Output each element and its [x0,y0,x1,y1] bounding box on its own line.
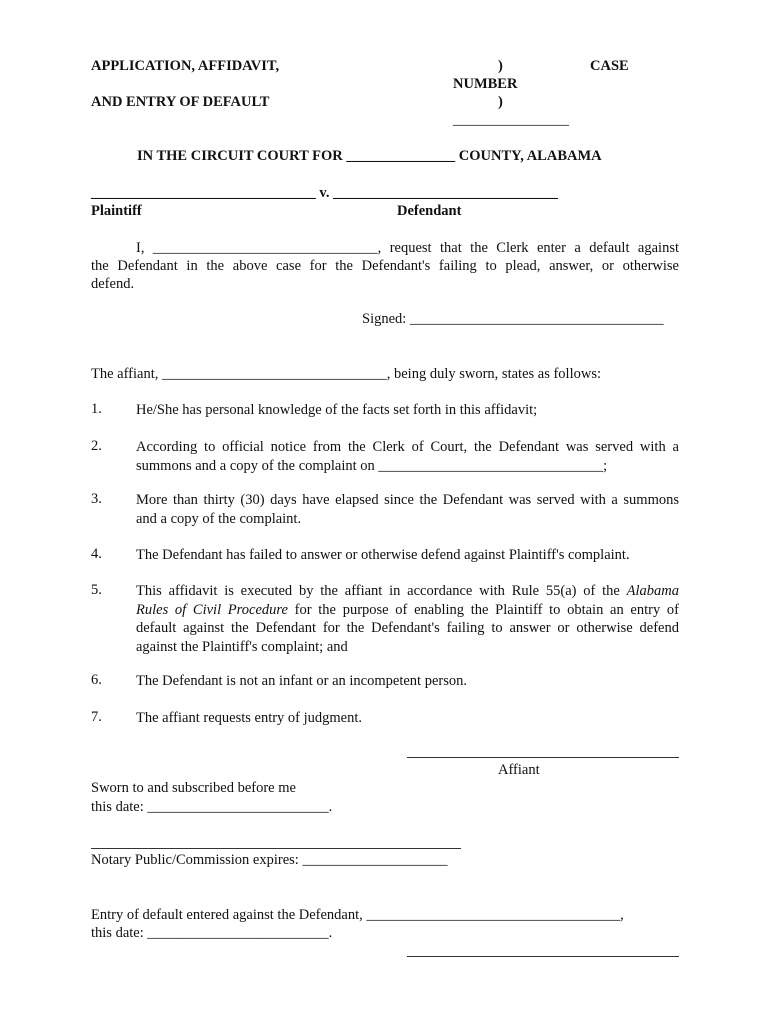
notary-commission-field[interactable]: Notary Public/Commission expires: ____________________ [91,852,448,868]
item-3-line-1: More than thirty (30) days have elapsed since the Defendant was served with a summons [136,492,679,508]
item-4-number: 4. [91,546,102,562]
item-7-text: The affiant requests entry of judgment. [136,710,363,726]
application-line-2: the Defendant in the above case for the Defendant's failing to plead, answer, or otherwise [91,258,679,274]
notary-signature-line[interactable] [91,848,461,849]
entry-line-1[interactable]: Entry of default entered against the Defendant, ___________________________________, [91,907,624,923]
paren-open: ) [498,58,503,74]
item-5-line-2 [136,601,679,620]
entry-date-field[interactable]: this date: _________________________. [91,925,333,941]
application-line-1[interactable]: I, _______________________________, request that the Clerk enter a default against [136,240,679,256]
affidavit-intro[interactable]: The affiant, _______________________________, being duly sworn, states as follows: [91,366,601,382]
affiant-label: Affiant [498,762,540,778]
item-5-rules-title-1: Alabama [626,583,680,599]
clerk-signature-line[interactable] [407,956,679,957]
application-line-3: defend. [91,276,135,292]
item-2-line-1: According to official notice from the Clerk of Court, the Defendant was served with a [136,439,679,455]
case-label: CASE [590,58,629,74]
item-6-text: The Defendant is not an infant or an incompetent person. [136,673,467,689]
item-5-line-1 [136,582,679,601]
document-title-line2: AND ENTRY OF DEFAULT [91,94,270,110]
case-number-field[interactable]: ________________ [453,112,569,128]
item-5-line-4: against the Plaintiff's complaint; and [136,638,348,655]
affiant-signature-line[interactable] [407,757,679,758]
item-3-number: 3. [91,491,102,507]
parties-line[interactable]: _______________________________ v. _______________________________ [91,185,558,201]
defendant-label: Defendant [397,203,462,219]
paren-close: ) [498,94,503,110]
item-6-number: 6. [91,672,102,688]
plaintiff-label: Plaintiff [91,203,142,219]
document-title-line1: APPLICATION, AFFIDAVIT, [91,58,280,74]
number-label: NUMBER [453,76,518,92]
item-5-number: 5. [91,582,102,598]
item-5-line-3: default against the Defendant for the Defendant's failing to answer or otherwise defend [136,620,679,636]
sworn-date-field[interactable]: this date: _________________________. [91,799,333,815]
item-3-text [136,491,679,528]
item-3-line-2: and a copy of the complaint. [136,510,302,527]
item-5-rules-title-2: Rules of Civil Procedure [136,601,288,618]
item-1-number: 1. [91,401,102,417]
item-1-text: He/She has personal knowledge of the facts set forth in this affidavit; [136,402,538,418]
item-5-line-2-text: for the purpose of enabling the Plaintiff to obtain an entry of [294,601,680,618]
item-5-line-1-text: This affidavit is executed by the affiant in accordance with Rule 55(a) of the [136,583,620,599]
sworn-line-1: Sworn to and subscribed before me [91,780,296,796]
court-heading: IN THE CIRCUIT COURT FOR _______________ COUNTY, ALABAMA [137,148,602,164]
item-2-line-2[interactable]: summons and a copy of the complaint on _______________________________; [136,457,608,474]
item-5-text [136,582,679,656]
item-7-number: 7. [91,709,102,725]
item-4-text: The Defendant has failed to answer or otherwise defend against Plaintiff's complaint. [136,547,630,563]
item-2-number: 2. [91,438,102,454]
item-2-text [136,438,679,475]
application-paragraph [91,239,679,293]
signed-field[interactable]: Signed: ___________________________________ [362,311,664,327]
